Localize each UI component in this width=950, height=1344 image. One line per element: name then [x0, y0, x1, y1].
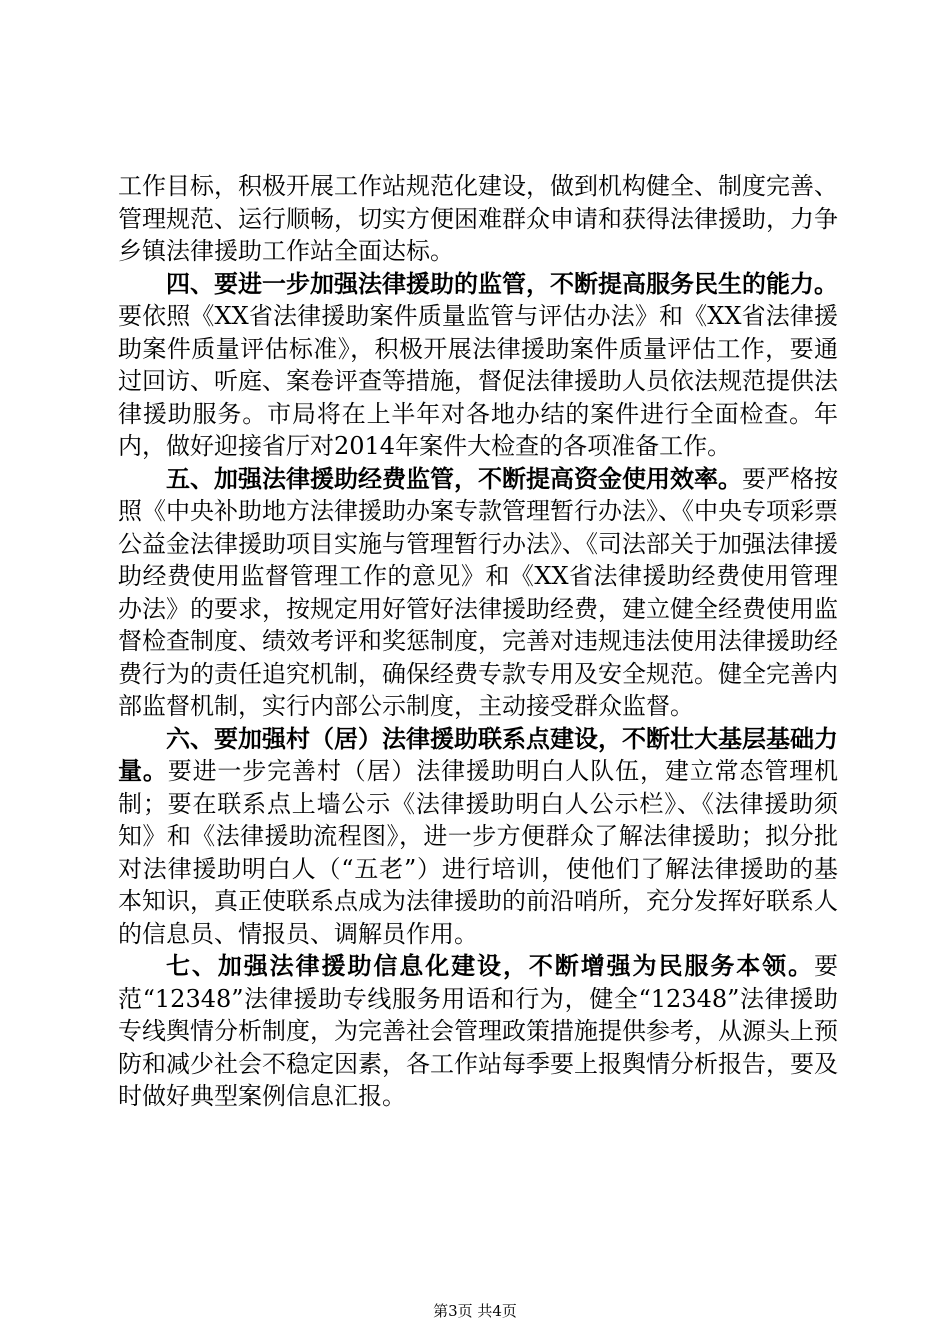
section-heading: 四、要进一步加强法律援助的监管，不断提高服务民生的能力。 — [166, 269, 838, 298]
paragraph-text: 要严格按照《中央补助地方法律援助办案专款管理暂行办法》、《中央专项彩票公益金法律援助项目实施与管理暂行办法》、《司法部关于加强法律援助经费使用监督管理工作的意见》和《XX省法律援助经费使用管理办法》的要求，按规定用好管好法律援助经费，建立健全经费使用监督检查制度、绩效考评和奖惩制度，完善对违规违法使用法律援助经费行为的责任追究机制，确保经费专款专用及安全规范。健全完善内部监督机制，实行内部公示制度，主动接受群众监督。 — [118, 464, 838, 720]
paragraph-text: 要进一步完善村（居）法律援助明白人队伍，建立常态管理机制；要在联系点上墙公示《法律援助明白人公示栏》、《法律援助须知》和《法律援助流程图》，进一步方便群众了解法律援助；拟分批对法律援助明白人（“五老”）进行培训，使他们了解法律援助的基本知识，真正使联系点成为法律援助的前沿哨所，充分发挥好联系人的信息员、情报员、调解员作用。 — [118, 757, 839, 948]
section-heading: 五、加强法律援助经费监管，不断提高资金使用效率。 — [166, 464, 742, 493]
paragraph-continuation — [118, 170, 838, 268]
section-heading: 七、加强法律援助信息化建设，不断增强为民服务本领。 — [166, 952, 814, 980]
document-body — [118, 170, 838, 1113]
paragraph-section-6 — [118, 723, 838, 951]
paragraph-text: 要依照《XX省法律援助案件质量监管与评估办法》和《XX省法律援助案件质量评估标准》，积极开展法律援助案件质量评估工作，要通过回访、听庭、案卷评查等措施，督促法律援助人员依法规范提供法律援助服务。市局将在上半年对各地办结的案件进行全面检查。年内，做好迎接省厅对2014年案件大检查的各项准备工作。 — [118, 302, 838, 460]
paragraph-section-4 — [118, 268, 838, 463]
paragraph-section-5 — [118, 463, 838, 723]
paragraph-section-7 — [118, 950, 838, 1113]
page-number-footer: 第3页 共4页 — [433, 1302, 517, 1320]
paragraph-text: 工作目标，积极开展工作站规范化建设，做到机构健全、制度完善、管理规范、运行顺畅，切实方便困难群众申请和获得法律援助，力争乡镇法律援助工作站全面达标。 — [118, 172, 838, 265]
section-heading: 六、要加强村（居）法律援助联系点建设，不断壮大基层基础力量。 — [118, 724, 838, 785]
paragraph-text: 要范“12348”法律援助专线服务用语和行为，健全“12348”法律援助专线舆情分析制度，为完善社会管理政策措施提供参考，从源头上预防和减少社会不稳定因素，各工作站每季要上报舆情分析报告，要及时做好典型案例信息汇报。 — [118, 952, 838, 1110]
